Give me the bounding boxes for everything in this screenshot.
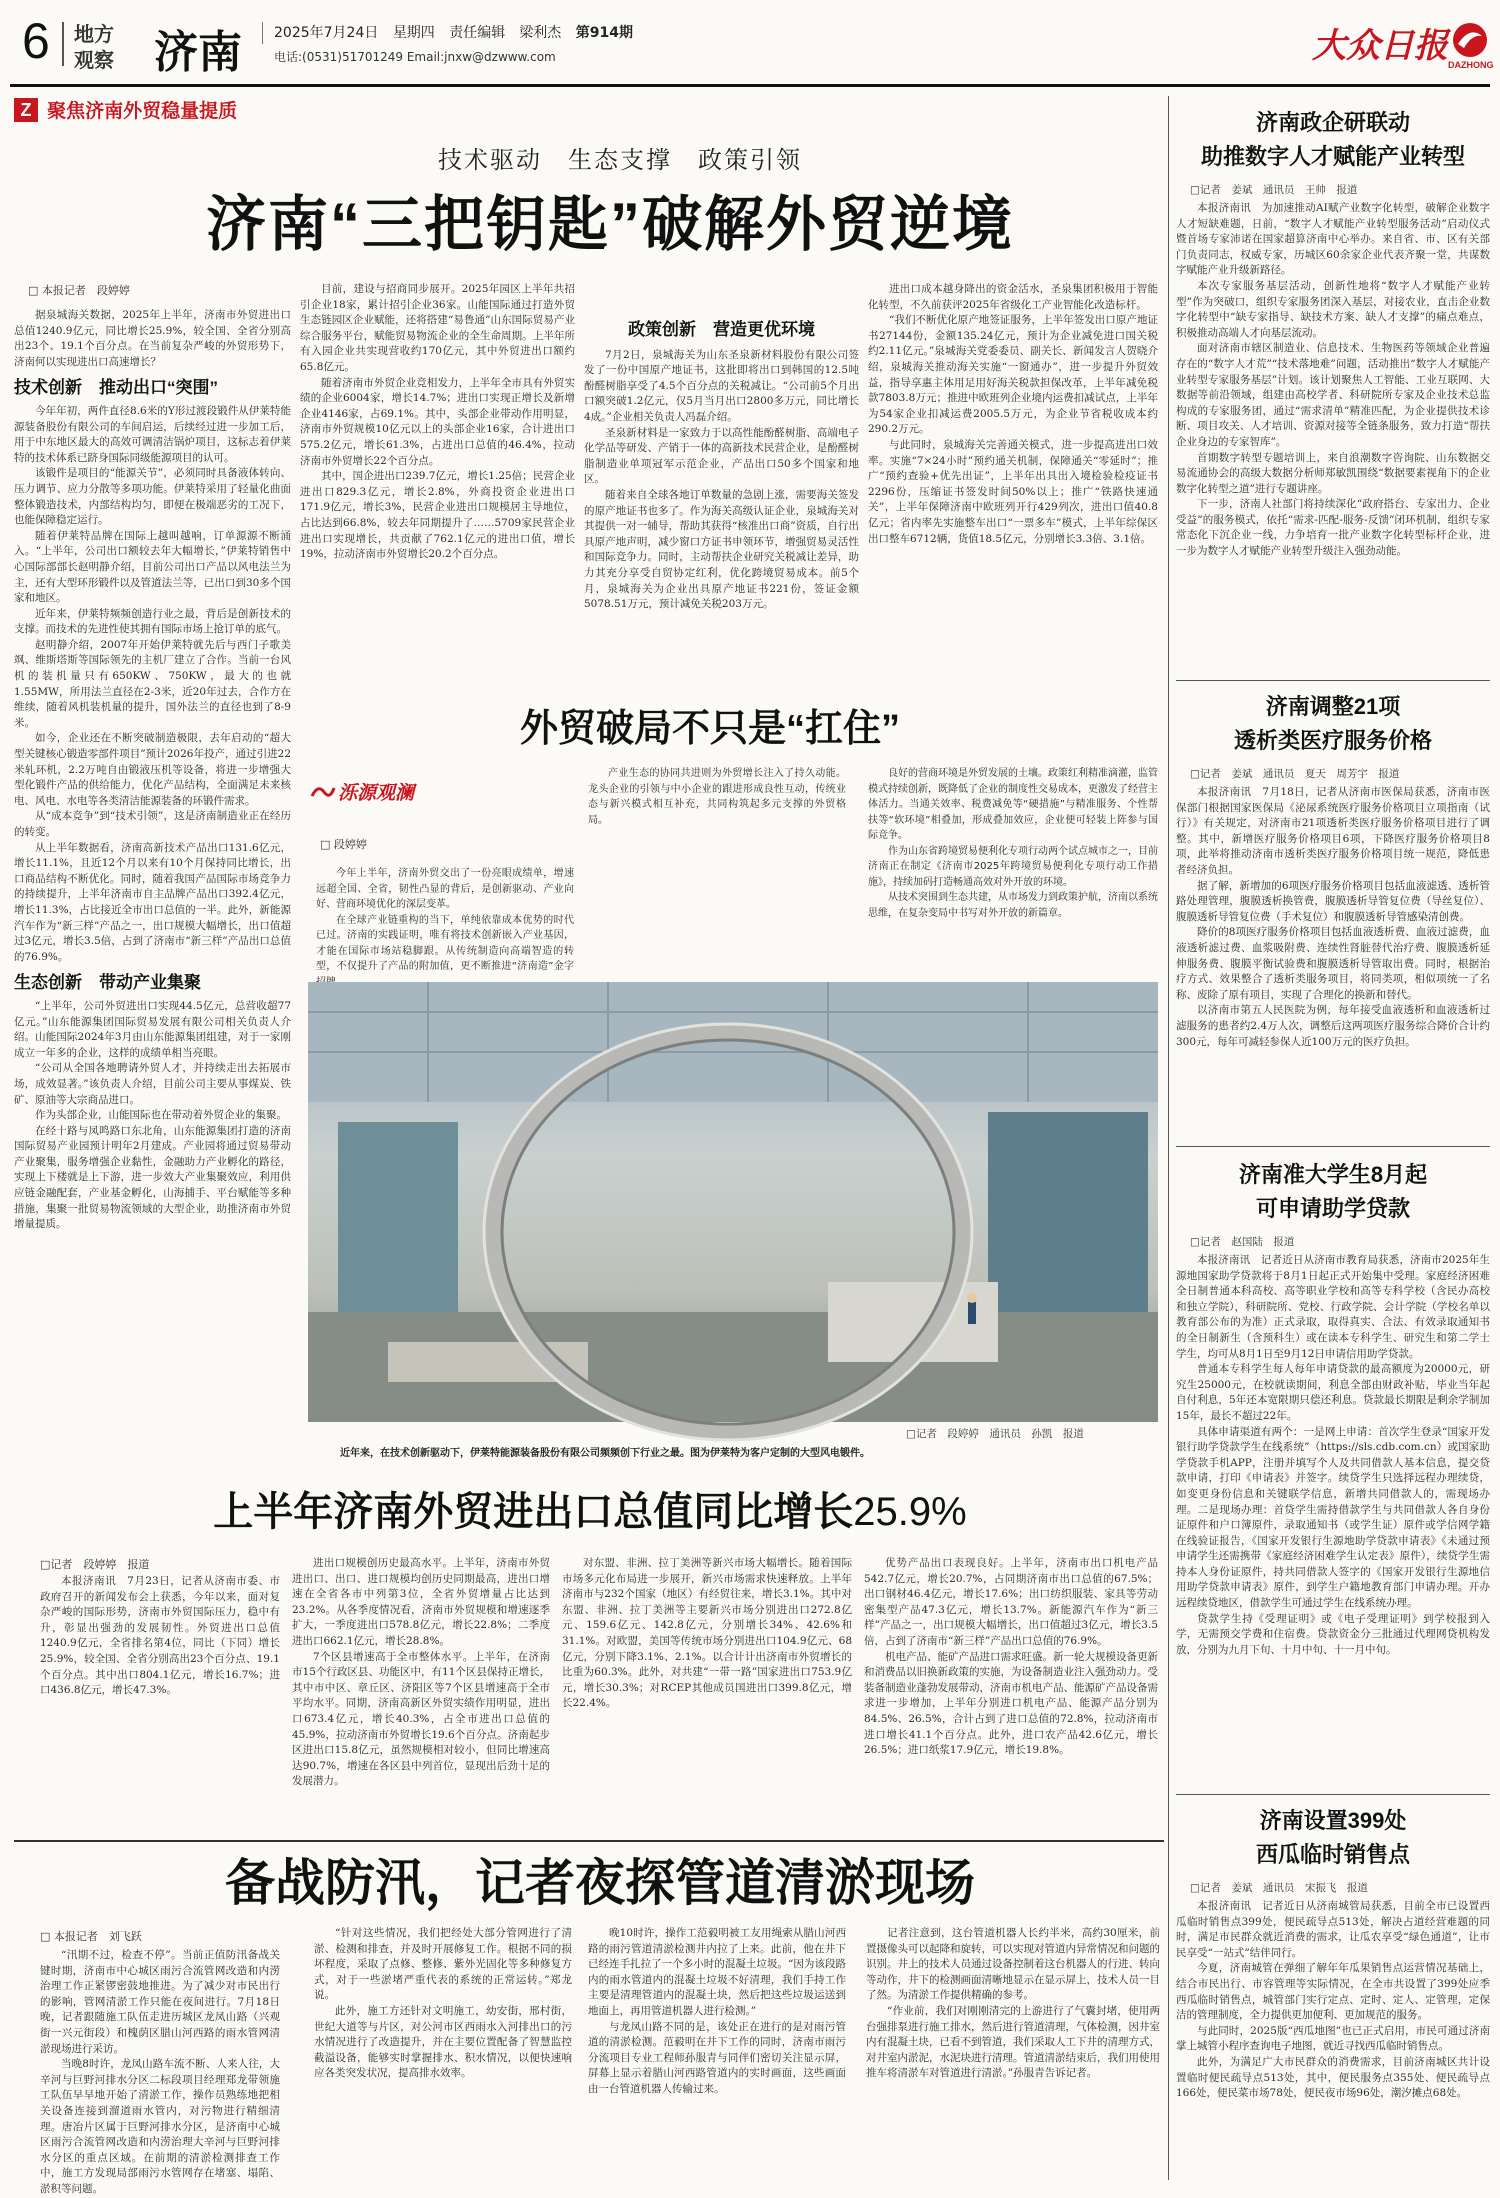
article-3-headline: 备战防汛，记者夜探管道清淤现场 — [225, 1855, 975, 1911]
article-1-para: 与此同时，泉城海关完善通关模式，进一步提高进出口效率。实施“7×24小时”预约通关机制，保障通关“零延时”；推广“预约查验+优先出证”，上半年出具出入境检验检疫证书2296份，压缩证书签发时间50%以上；推广“铁路快速通关”，上半年保障济南中欧班列开行429列次，进出口值40.8亿元；省内率先实施整车出口“一票多车”模式，上半年综保区出口整车6712辆，货值18.5亿元，分别增长3.3倍、3.1倍。 — [868, 438, 1158, 545]
right-article-3-title: 济南准大学生8月起 — [1238, 1162, 1428, 1187]
article-1-col-1 — [14, 308, 291, 1410]
logo-emblem-icon — [1450, 20, 1490, 60]
contact-line: 电话:(0531)51701249 Email:jnxw@dzwww.com — [274, 50, 556, 64]
issue-date-line — [274, 22, 633, 42]
article-1-para: 在经十路与凤鸣路口东北角，山东能源集团打造的济南国际贸易产业园预计明年2月建成。产业园将通过贸易带动产业聚集，服务增强企业黏性，金融助力产业孵化的路径，实现上下楼就是上下游，进一步效大产业集聚效应，利用供应链金融配套，产业基金孵化，山海捕手、平台赋能等多种措施，集聚一批贸易物流领域的大型企业，助推济南市外贸增量提质。 — [14, 1124, 291, 1231]
article-1-para: 今年年初，两件直径8.6米的Y形过渡段锻件从伊莱特能源装备股份有限公司的车间启运，后续经过进一步加工后，用于中东地区最大的高效可调清洁锅炉项目，这标志着伊莱特的技术体系已跻身国际同级能源项目的认可。 — [14, 404, 291, 464]
right-article-1 — [1176, 106, 1490, 721]
right-article-para: 本报济南讯 记者近日从济南市教育局获悉，济南市2025年生源地国家助学贷款将于8月1日起正式开始集中受理。家庭经济困难全日制普通本科高校、高等职业学校和高等专科学校（含民办高校和独立学院），科研院所、党校、行政学院、会计学院（学校名单以教育部公布的为准）正式录取，取得真实、合法、有效录取通知书的全日制新生（含预科生）或在读本专科学生、研究生和第二学士学生，均可从8月1日至9月12日申请信用助学贷款。 — [1176, 1254, 1490, 1360]
article-1-para: 作为头部企业，山能国际也在带动着外贸企业的集聚。 — [35, 1109, 287, 1122]
right-article-3-body — [1176, 1253, 1490, 1795]
right-article-3 — [1176, 1158, 1490, 1795]
right-article-2 — [1176, 690, 1490, 1163]
right-article-para: 以济南市第五人民医院为例，每年接受血液透析和血液透析过滤服务的患者约2.4万人次，调整后这两项医疗服务综合降价合计约300元，每年可减轻参保人近100万元的医疗负担。 — [1176, 1004, 1490, 1048]
right-article-1-title: 助推数字人才赋能产业转型 — [1200, 144, 1465, 169]
article-2-col-4 — [864, 1556, 1158, 1834]
article-1-para: 其中，国企进出口239.7亿元，增长1.25倍；民营企业进出口829.3亿元，增长2.8%，外商投资企业进出口171.9亿元，增长3%，民营企业进出口规模居主导地位，占比达到66.8%，较去年同期提升了……5709家民营企业进出口实现增长，共贡献了762.1亿元的进出口值，增长19%，拉动济南市外贸增长20.2个百分点。 — [300, 470, 575, 561]
article-3-para: 此外，施工方还针对文明施工，幼安街，邢村街，世纪大道等与片区，对公河市区西雨水入河排出口的污水情况进行了改造提升，并在主要位置配备了智慧监控截溢设备，能够实时掌握排水、积水情况，以便快速响应各类突发状况，提高排水效率。 — [314, 2004, 572, 2080]
article-3-col-2 — [314, 1926, 572, 2180]
masthead — [0, 0, 1500, 90]
article-1-para: 随着来自全球各地订单数量的急剧上涨，需要海关签发的原产地证书也多了。作为海关高级认证企业，泉城海关对其提供一对一辅导，帮助其获得“核准出口商”资质，自行出具原产地声明，减少窗口方证书申领环节，增强贸易灵活性和国际竞争力。同时，主动帮扶企业研究关税减让差异，助力其充分享受自贸协定红利，优化跨境贸易成本。前5个月，泉城海关为企业出具原产地证书221份，签证金额5078.51万元，预计减免关税203万元。 — [584, 488, 859, 611]
article-2-para: 本报济南讯 7月23日，记者从济南市委、市政府召开的新闻发布会上获悉，今年以来，面对复杂严峻的国际形势，济南市外贸国际压力，稳中有升，彰显出强劲的发展韧性。外贸进出口总值1240.9亿元，全省排名第4位，同比（下同）增长25.9%，较全国、全省分别高出23个百分点、19.1个百分点。其中出口804.1亿元，增长16.7%；进口436.8亿元，增长47.3%。 — [40, 1575, 280, 1697]
article-3-para: 与龙凤山路不同的是，该处正在进行的是对雨污管道的清淤检测。范毅明在井下工作的同时，济南市雨污分流项目专业工程师孙服青与同伴们密切关注显示屏，屏幕上显示着腊山河西路管道内的实时画面，这些画面由一台管道机器人传输过来。 — [588, 2020, 846, 2095]
article-1-para: 该锻件是项目的“能源关节”，必须同时具备液体转向、压力调节、应力分散等多项功能。伊莱特采用了轻量化曲面整体锻造技术，内部结构均匀，即便在极端恶劣的工况下，也能保障稳定运行。 — [14, 467, 291, 527]
article-3-para: “针对这些情况，我们把经处大部分管网进行了清淤、检测和排查，并及时开展修复工作。根据不同的损坏程度，采取了点修、整修、紫外光固化等多种修复方式，对于一些淤堵严重代表的系统的正常运转。”郑龙说。 — [314, 1927, 572, 2002]
column-label — [14, 96, 237, 122]
article-2-para: 机电产品、能矿产品进口需求旺盛。新一轮大规模设备更新和消费品以旧换新政策的实施，为设备制造业注入强劲动力。受装备制造业蓬勃发展带动，济南市机电产品、能源矿产品设备需求进一步增加，上半年分别进口机电产品、能源产品分别为84.5%、26.5%，合计占到了进口总值的72.8%，拉动济南市进口增长41.1个百分点。此外，进口农产品42.6亿元，增长26.5%；进口纸浆17.9亿元，增长19.8%。 — [864, 1650, 1158, 1757]
article-2-headline — [30, 1484, 1150, 1540]
article-2-col-2 — [292, 1556, 550, 1834]
commentary-para: 从技术突围到生态共建，从市场发力到政策护航，济南以系统思维，在复杂变局中书写对外开放的新篇章。 — [868, 892, 1158, 919]
article-1-lead: 据泉城海关数据，2025年上半年，济南市外贸进出口总值1240.9亿元，同比增长25.9%，较全国、全省分别高出23个、19.1个百分点。在当前复杂严峻的外贸形势下，济南何以实现进出口高速增长？ — [14, 309, 291, 368]
right-article-2-body — [1176, 785, 1490, 1163]
commentary-byline: □ 段婷婷 — [320, 838, 367, 851]
issue-date: 2025年7月24日 — [274, 25, 379, 41]
article-3-para: 当晚8时许，龙凤山路车流不断、人来人往，大辛河与巨野河排水分区二标段项目经理郑龙带领施工队伍早早地开始了清淤工作，操作员熟练地把相关设备连接到溜道雨水管内，对污物进行精细清理。唐冶片区属于巨野河排水分区，是济南中心城区雨污合流管网改造和内涝治理大辛河与巨野河排水分区的重点区域。在前期的清淤检测排查工作中，施工方发现局部雨污水管网存在堵塞、塌陷、淤积等问题。 — [40, 2058, 280, 2195]
article-1-para: “上半年，公司外贸进出口实现44.5亿元，总营收超77亿元。”山东能源集团国际贸易发展有限公司相关负责人介绍。山能国际2024年3月由山东能源集团组建，对于一家刚成立一年多的企业，这样的成绩单相当亮眼。 — [14, 999, 291, 1059]
page-number: 6 — [22, 13, 50, 69]
article-1-kicker: 技术驱动 生态支撑 政策引领 — [438, 146, 802, 174]
article-2-byline: □记者 段婷婷 报道 — [40, 1558, 150, 1571]
article-3-col-3 — [588, 1926, 846, 2180]
right-article-para: 本报济南讯 为加速推动AI赋产业数字化转型，破解企业数字人才短缺难题，日前，“数字人才赋能产业转型服务活动”启动仪式暨首场专家沛诺在国家超算济南中心举办。来自省、市、区有关部门负责同志，权威专家，历城区60余家企业代表齐聚一堂，共谋数字赋能产业升级新路径。 — [1176, 202, 1490, 277]
article-3-col-4 — [866, 1926, 1160, 2180]
right-article-2-byline: □记者 姜斌 通讯员 夏天 周芳宇 报道 — [1190, 768, 1400, 780]
article-3-para: “作业前，我们对刚刚清完的上游进行了气囊封堵，使用两台强排泵进行施工排水，然后进行管道清理，气体检测，因井室内有混凝土块，已看不到管道，我们采取人工下井的清理方式，对井室内淤泥，水泥块进行清理。管道清淤结束后，我们用使用推车将清淤车对管道进行清淤。”孙服青告诉记者。 — [866, 2004, 1160, 2080]
factory-photo-image — [308, 982, 1158, 1422]
article-2-headline-number: 25.9% — [853, 1490, 967, 1534]
article-1-para: 圣泉新材料是一家致力于以高性能酚醛树脂、高端电子化学品等研发、产销于一体的高新技术民营企业，是酚醛树脂制造业单项冠军示范企业，产品出口50多个国家和地区。 — [584, 426, 859, 486]
photo-caption: 近年来，在技术创新驱动下，伊莱特能源装备股份有限公司频频创下行业之最。图为伊莱特为客户定制的大型风电锻件。 — [340, 1448, 870, 1459]
article-1-sub-1: 技术创新 推动出口“突围” — [14, 378, 218, 398]
right-article-2-title: 透析类医疗服务价格 — [1233, 728, 1432, 753]
masthead-rule — [10, 84, 1490, 87]
right-article-3-byline: □记者 赵国陆 报道 — [1190, 1236, 1295, 1248]
issue-editor: 责任编辑 梁利杰 — [449, 25, 562, 41]
right-article-4-title: 济南设置399处 — [1259, 1808, 1407, 1833]
article-3-para: “汛期不过，检查不停”。当前正值防汛备战关键时期，济南市中心城区雨污合流管网改造和内涝治理工作正紧锣密鼓地推进。为了减少对市民出行的影响，管网清淤工作只能在夜间进行。7月18日晚，记者跟随施工队伍走进历城区龙凤山路（兴观街一兴元街段）和槐荫区腊山河西路的雨水管网清淤现场进行采访。 — [40, 1949, 280, 2055]
article-2-headline-text: 上半年济南外贸进出口总值同比增长 — [213, 1490, 854, 1534]
article-2-col-1 — [40, 1574, 280, 1834]
article-1-col-3 — [584, 282, 859, 684]
article-2-para: 对东盟、非洲、拉丁美洲等新兴市场大幅增长。随着国际市场多元化布局进一步展开，新兴市场需求快速释放。上半年济南市与232个国家（地区）有经贸往来，增长3.1%。其中对东盟、非洲、拉丁美洲等主要新兴市场分别进出口272.8亿元、159.6亿元、142.8亿元，分别增长34%、42.6%和31.1%。对欧盟，美国等传统市场分别进出口104.9亿元、68亿元，分别下降3.1%、2.1%。以合计计出济南市外贸增长的比重为60.3%。此外，对共建“一带一路”国家进出口753.9亿元，增长30.3%；对RCEP其他成员国进出口399.8亿元，增长22.4%。 — [562, 1557, 852, 1710]
article-1-para: 赵明静介绍，2007年开始伊莱特就先后与西门子歌美飒、维斯塔斯等国际领先的主机厂建立了合作。当前一台风机的装机量只有650KW、750KW，最大的也就1.55MW，所用法兰直径在2-3米，近20年过去，合作方在维续，随着风机装机量的提升，国外法兰的直径也到了8-9米。 — [14, 638, 291, 729]
right-article-para: 普通本专科学生每人每年申请贷款的最高额度为20000元，研究生25000元，在校就读期间，利息全部由财政补贴，毕业当年起自付利息，5年还本宽限期只偿还利息。贷款最长期限是剩余学制加15年，最长不超过22年。 — [1176, 1363, 1490, 1422]
article-3-para: 记者注意到，这台管道机器人长约半米，高约30厘米，前置摄像头可以起降和旋转，可以实现对管道内异常情况和问题的识别。井上的技术人员通过设备控制着这台机器人的行进、转向等动作，井下的检测画面清晰地显示在显示屏上，技术人员一目了然。为清淤工作提供精确的参考。 — [866, 1927, 1160, 2002]
article-2-para: 7个区县增速高于全市整体水平。上半年，在济南市15个行政区县、功能区中，有11个区县保持正增长，其中市中区、章丘区、济阳区等7个区县增速高于全市平均水平。同期，济南高新区外贸实绩作用明显，进出口673.4亿元，增长40.3%，占全市进出口总值的45.9%，拉动济南市外贸增长19.6个百分点。济南起步区进出口15.8亿元，虽然规模相对较小，但同比增速高达90.7%，增速在各区县中列首位，显现出后劲十足的发展潜力。 — [292, 1650, 550, 1788]
issue-number: 第914期 — [575, 25, 633, 41]
right-article-para: 与此同时，2025版“西瓜地图”也已正式启用，市民可通过济南掌上城管小程序查询电子地图，就近寻找西瓜临时销售点。 — [1176, 2024, 1490, 2053]
right-article-1-title: 济南政企研联动 — [1255, 110, 1410, 135]
article-1-para: “我们不断优化原产地签证服务，上半年签发出口原产地证书27144份，金额135.24亿元，预计为企业减免进口国关税约2.11亿元。”泉城海关党委委员、副关长、新闻发言人贺晓介绍，泉城海关推动海关实施“一窗通办”，进一步提升外贸效益，指导享惠主体用足用好海关税款担保改革，上半年减免税款7803.8万元；推进中欧班列企业境内运费扣减试点，上半年为54家企业扣减运费2005.5万元，为企业节省税收成本约290.2万元。 — [868, 314, 1158, 436]
article-1-byline: □ 本报记者 段婷婷 — [28, 284, 130, 297]
divider — [14, 1840, 1164, 1842]
right-article-para: 本报济南讯 7月18日，记者从济南市医保局获悉，济南市医保部门根据国家医保局《泌尿系统医疗服务价格项目立项指南（试行）》有关规定，对济南市21项透析类医疗服务价格项目进行了调整。其中，新增医疗服务价格项目6项，下降医疗服务价格项目8项，此举将推动济南市透析类医疗服务价格项目统一规范，降低患者经济负担。 — [1176, 786, 1490, 876]
article-2-col-3 — [562, 1556, 852, 1834]
right-article-4-byline: □记者 姜斌 通讯员 宋振飞 报道 — [1190, 1882, 1368, 1894]
commentary-col-2 — [588, 766, 846, 962]
article-1-para: 7月2日，泉城海关为山东圣泉新材料股份有限公司签发了一份中国原产地证书，这批即将出口到韩国的12.5吨酚醛树脂享受了4.5个百分点的关税减让。“公司前5个月出口额突破1.2亿元，仅5月当月出口2800多万元，同比增长4成。”企业相关负责人冯磊介绍。 — [584, 348, 859, 423]
divider — [1176, 680, 1490, 681]
divider — [1176, 1794, 1490, 1795]
right-article-4-title: 西瓜临时销售点 — [1255, 1842, 1410, 1867]
article-1-col-2 — [300, 282, 575, 684]
commentary-para: 作为山东省跨境贸易便利化专项行动两个试点城市之一，目前济南正在制定《济南市2025年跨境贸易便利化专项行动工作措施》，持续加码打造畅通高效对外开放的环境。 — [868, 845, 1158, 888]
newspaper-logo-text: 大众日报 — [1312, 26, 1448, 66]
right-article-para: 面对济南市辖区制造业、信息技术、生物医药等领域企业普遍存在的“数字人才荒”“技术落地难”问题，活动推出“数字人才赋能产业转型专家服务基层”计划。该计划聚焦人工智能、工业互联网、大数据等前沿领域，组建由高校学者、科研院所专家及企业技术总监构成的专家服务团，通过“需求清单”精准匹配，为企业提供技术诊断、项目攻关、人才培训、资源对接等全链条服务，致力打造“帮扶企业身边的专家智库”。 — [1176, 342, 1490, 448]
issue-weekday: 星期四 — [392, 25, 435, 41]
right-article-para: 下一步，济南人社部门将持续深化“政府搭台、专家出力、企业受益”的服务模式，依托“需求-匹配-服务-反馈”闭环机制，组织专家常态化下沉企业一线，力争培育一批产业数字化转型标杆企业，进一步为数字人才赋能产业转型升级注入强劲动能。 — [1176, 498, 1490, 558]
section-label-a: 地方 — [74, 22, 114, 46]
column-icon: Z — [14, 98, 38, 122]
article-1-para: 从“成本竞争”到“技术引领”，这是济南制造业正在经历的转变。 — [14, 810, 291, 838]
commentary-col-3 — [868, 766, 1158, 962]
newspaper-logo-en: DAZHONG — [1448, 60, 1494, 70]
right-article-1-body — [1176, 201, 1490, 721]
right-article-para: 本报济南讯 记者近日从济南城管局获悉，目前全市已设置西瓜临时销售点399处，便民疏导点513处，解决占道经营难题的同时，满足市民群众就近消费的需求，让瓜农享受“绿色通道”，让市民享受“一站式”结伴同行。 — [1176, 1900, 1490, 1959]
article-3-para: 晚10时许，操作工范毅明被工友用绳索从腊山河西路的雨污管道清淤检测井内拉了上来。此前，他在井下已经连手扎拉了一个多小时的混凝土垃圾。“因为该段路内的雨水管道内的混凝土垃圾不好清理，我们手持工作主要是清理管道内的混凝土块，然后把这些垃圾运送到地面上，再用管道机器人进行检测。” — [588, 1927, 846, 2017]
factory-photo — [308, 982, 1158, 1422]
article-1-para: 从上半年数据看，济南高新技术产品出口131.6亿元，增长11.1%，且近12个月以来有10个月保持同比增长，出口商品结构不断优化。同时，随着我国产品国际市场竞争力的持续提升，上半年济南市自主品牌产品出口392.4亿元，增长11.3%，占比接近全市出口总值的一半。此外，新能源汽车作为“新三样”产品之一，出口规模大幅增长，出口值超过3亿元，增长3.5倍，占到了济南市“新三样”产品出口总值的76.9%。 — [14, 841, 291, 963]
right-article-para: 据了解，新增加的6项医疗服务价格项目包括血液滤透、透析管路处理管理，腹膜透析换管费，腹膜透析导管复位费（导丝复位）、腹膜透析导管复位费（手术复位）和腹膜透析导管感染清创费。 — [1176, 879, 1490, 923]
article-1-para: 随着伊莱特品牌在国际上越叫越响，订单源源不断涌入。“上半年，公司出口额较去年大幅增长，”伊莱特销售中心国际部部长赵明静介绍，目前公司出口产品以风电法兰为主，还有大型环形锻件以及管道法兰等，已出口到30多个国家和地区。 — [14, 529, 291, 605]
commentary-para: 产业生态的协同共进则为外贸增长注入了持久动能。龙头企业的引领与中小企业的跟进形成良性互动，传统业态与新兴模式相互补充，共同构筑起多元支撑的外贸格局。 — [588, 768, 846, 826]
right-article-3-title: 可申请助学贷款 — [1255, 1196, 1410, 1221]
right-article-para: 贷款学生持《受理证明》或《电子受理证明》到学校报到入学，无需预交学费和住宿费。贷款资金分三批通过代理网贷机构发放，分别为九月下旬、十月中旬、十一月中旬。 — [1176, 1612, 1490, 1656]
commentary-column-label: 泺源观澜 — [338, 783, 415, 804]
section-label-b: 观察 — [74, 48, 114, 72]
right-article-para: 具体申请渠道有两个：一是网上申请：首次学生登录“国家开发银行助学贷款学生在线系统”（https://sls.cdb.com.cn）或国家助学贷款手机APP，注册并填写个人及共同借款人基本信息，提交贷款申请，打印《申请表》并签字。续贷学生只选择远程办理续贷，如变更身份信息和关键联学信息，新增共同借款人的，需现场办理。二是现场办理：首贷学生需持借款学生与共同借款人各自身份证原件和户口簿原件，录取通知书（或学生证）原件或学信网学籍在线验证报告，《国家开发银行生源地助学贷款申请表》《未通过预申请学生还需携带《家庭经济困难学生认定表》原件），续贷学生需持本人身份证原件，持共同借款人签字的《国家开发银行生源地信用助学贷款申请表》原件，到学生户籍地教育部门申请办理。开办远程续贷地区，借款学生可通过学生在线系统办理。 — [1176, 1425, 1490, 1610]
commentary-para: 在全球产业链重构的当下，单纯依靠成本优势的时代已过。济南的实践证明，唯有将技术创新嵌入产业基因，才能在国际市场站稳脚跟。从传统制造向高端智造的转型，不仅提升了产品的附加值，更不断推进“济南造”金字 — [316, 914, 574, 972]
commentary-column-badge — [310, 776, 440, 806]
article-2-para: 优势产品出口表现良好。上半年，济南市出口机电产品542.7亿元，增长20.7%，占同期济南市出口总值的67.5%；出口钢材46.4亿元，增长17.6%；出口纺织服装、家具等劳动密集型产品47.3亿元，增长13.7%。新能源汽车作为“新三样”产品之一，出口规模大幅增长，出口值超过3亿元，增长3.5倍，占到了济南市“新三样”产品出口总值的76.9%。 — [864, 1557, 1158, 1647]
commentary-para: 良好的营商环境是外贸发展的土壤。政策红利精准滴灌，监管模式持续创新，既降低了企业的制度性交易成本，更激发了经营主体活力。当通关效率、税费减免等“硬措施”与精准服务、个性帮扶等“软环境”相叠加，形成叠加效应，企业便可轻装上阵参与国际竞争。 — [868, 768, 1158, 841]
city-label: 济南 — [154, 28, 242, 77]
column-label-text: 聚焦济南外贸稳量提质 — [47, 101, 238, 122]
article-1-headline: 济南“三把钥匙”破解外贸逆境 — [206, 191, 1014, 258]
article-1-para: 随着济南市外贸企业竞相发力，上半年全市具有外贸实绩的企业6004家，增长14.7%；进出口实现正增长及新增企业4146家，占69.1%。其中，头部企业带动作用明显，济南市外贸规模10亿元以上的头部企业16家，合计进出口575.2亿元，增长61.3%，占进出口总值的46.4%，拉动济南市外贸增长22个百分点。 — [300, 376, 575, 467]
article-2-para: 进出口规模创历史最高水平。上半年，济南市外贸进出口、出口、进口规模均创历史同期最高，进出口增速在全省各市中列第3位，全省外贸增量占比达到23.2%。从各季度情况看，济南市外贸规模和增速逐季扩大，一季度进出口578.8亿元，增长22.8%；二季度进出口662.1亿元，增长28.8%。 — [292, 1557, 550, 1647]
newspaper-logo — [1312, 18, 1492, 78]
commentary-para: 今年上半年，济南外贸交出了一份亮眼成绩单，增速远超全国、全省，韧性凸显的背后，是创新驱动、产业向好、营商环境优化的深层变革。 — [316, 868, 574, 910]
divider — [1176, 1146, 1490, 1147]
right-article-para: 本次专家服务基层活动，创新性地将“数字人才赋能产业转型”作为突破口，组织专家服务团深入基层，对接农业，直击企业数字化转型中“缺专家指导、缺技术方案、缺人才支撑”的痛点难点，积极推动高端人才向基层流动。 — [1176, 279, 1490, 339]
article-1-para: “公司从全国各地聘请外贸人才，并持续走出去拓展市场，成效显著。”该负责人介绍，目前公司主要从事煤炭、铁矿、原油等大宗商品进口。 — [14, 1062, 291, 1106]
article-1-sub-2: 生态创新 带动产业集聚 — [14, 973, 201, 993]
photo-credit: □记者 段婷婷 通讯员 孙凯 报道 — [906, 1428, 1084, 1440]
article-3-byline: □ 本报记者 刘飞跃 — [40, 1930, 142, 1943]
article-1-para: 近年来，伊莱特频频创造行业之最，背后是创新技术的支撑。而技术的先进性使其拥有国际市场上抢订单的底气。 — [14, 607, 291, 636]
right-column-divider — [1168, 96, 1169, 2180]
right-article-1-byline: □记者 姜斌 通讯员 王帅 报道 — [1190, 184, 1358, 196]
commentary-title: 外贸破局不只是“扛住” — [519, 708, 900, 750]
article-1-para: 进出口成本越身降出的资金活水，圣泉集团积极用于智能化转型，不久前获评2025年省级化工产业智能化改造标杆。 — [868, 283, 1158, 311]
article-1-col-4 — [868, 282, 1158, 684]
right-article-4-body — [1176, 1899, 1490, 2177]
article-3-col-1 — [40, 1948, 280, 2195]
article-1-sub-3: 政策创新 营造更优环境 — [628, 320, 815, 339]
commentary-col-1 — [316, 866, 574, 972]
right-article-para: 降价的8项医疗服务价格项目包括血液透析费、血液过滤费，血液透析滤过费、血浆吸附费、连续性肾脏替代治疗费、腹膜透析延伸服务费、腹膜平衡试验费和腹膜透析导管取出费。同时，根据治疗方式、效果整合了透析类服务项目，将同类项，相似项统一了名称、废除了原有项目，实现了合理化的换新和替代。 — [1176, 926, 1490, 1001]
right-article-para: 今夏，济南城管在弹细了解年年瓜果销售点运营情况基础上，结合市民出行、市容管理等实际情况，在全市共设置了399处应季西瓜临时销售点，城管部门实行定点、定时、定人、定管理，定保洁的管理制度，全力提供更加便利、更加规范的服务。 — [1176, 1962, 1490, 2022]
right-article-para: 此外，为满足广大市民群众的消费需求，目前济南城区共计设置临时便民疏导点513处，其中，便民服务点355处、便民疏导点166处，便民菜市场78处，便民夜市场96处，潮汐摊点68处。 — [1176, 2055, 1490, 2100]
article-1-para: 目前，建设与招商同步展开。2025年园区上半年共招引企业18家，累计招引企业36家。山能国际通过打造外贸生态链园区企业赋能，还将搭建“易鲁通”山东国际贸易产业综合服务平台，赋能贸易物流企业的全生命周期。上半年所有入园企业共实现营收约170亿元，其中外贸进出口额约65.8亿元。 — [300, 283, 575, 373]
wave-icon — [310, 782, 336, 802]
right-article-para: 首期数字转型专题培训上，来自浪潮数字咨询院、山东数据交易流通协会的高级大数据分析师郑敏凯围绕“数据要素视角下的企业数字化转型之道”进行专题讲座。 — [1176, 451, 1490, 495]
article-1-para: 如今，企业还在不断突破制造极限，去年启动的“超大型关键核心锻造零部件项目”预计2026年投产，通过引进22米轧环机，2.2万吨自由锻液压机等设备，将进一步增强大型化锻件产品的供给能力，优化产品结构，全面满足未来核电、风电、水电等各类清洁能源装备的环锻件需求。 — [14, 732, 291, 807]
right-article-4 — [1176, 1804, 1490, 2177]
right-article-2-title: 济南调整21项 — [1265, 694, 1401, 719]
